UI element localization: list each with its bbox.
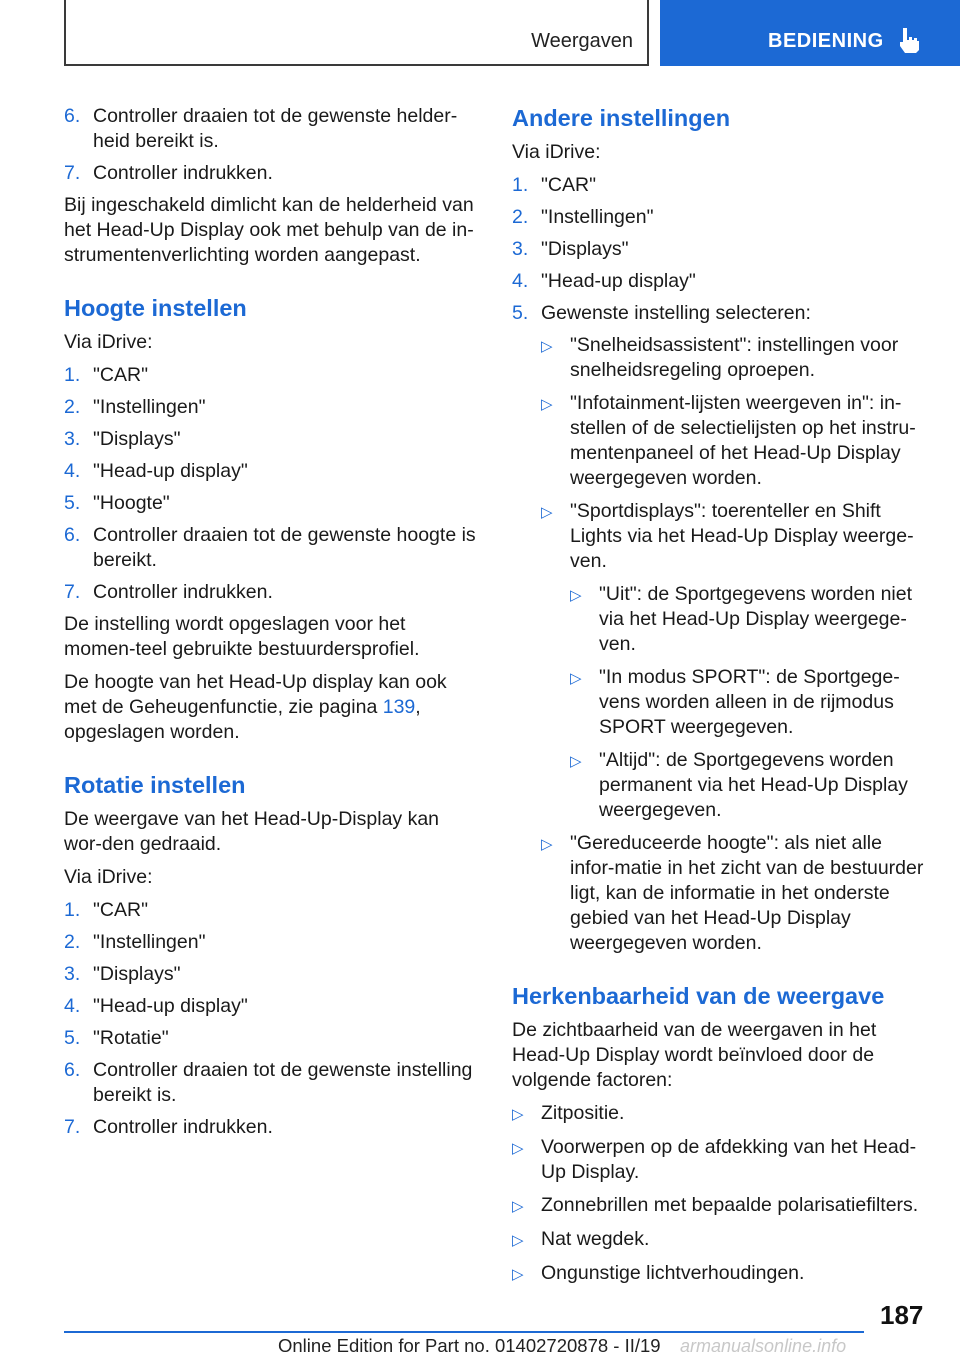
- triangle-bullet-icon: ▷: [541, 338, 553, 355]
- list-item: 5. "Rotatie": [64, 1027, 169, 1049]
- list-item: 7. Controller indrukken.: [64, 581, 273, 603]
- list-item: 1. "CAR": [512, 174, 597, 196]
- bullet-item: ▷ Voorwerpen op de afdekking van het Head-Up Display.: [512, 1136, 917, 1183]
- list-item: 2. "Instellingen": [64, 396, 206, 418]
- list-item: 2. "Instellingen": [512, 206, 654, 228]
- footer-edition: Online Edition for Part no. 01402720878 - II/19: [278, 1335, 661, 1356]
- triangle-bullet-icon: ▷: [570, 587, 582, 604]
- list-item: 4. "Head-up display": [512, 270, 696, 292]
- list-item: 6. Controller draaien tot de gewenste helder-heid bereikt is.: [64, 105, 458, 152]
- footer-divider: [64, 1331, 864, 1333]
- bullet-item: ▷ "Altijd": de Sportgegevens worden permanent via het Head-Up Display weergegeven.: [570, 749, 908, 821]
- triangle-bullet-icon: ▷: [541, 836, 553, 853]
- bullet-item: ▷ "Snelheidsassistent": instellingen voor snelheidsregeling oproepen.: [541, 334, 899, 381]
- left-column: [64, 104, 480, 1147]
- pointing-hand-icon: [896, 26, 922, 54]
- list-item: 2. "Instellingen": [64, 931, 206, 953]
- triangle-bullet-icon: ▷: [512, 1232, 524, 1249]
- page-link[interactable]: 139: [382, 696, 416, 718]
- via-idrive-label: Via iDrive:: [512, 141, 601, 163]
- bullet-item: ▷ Nat wegdek.: [512, 1227, 928, 1253]
- profile-paragraph: De instelling wordt opgeslagen voor het momen-teel gebruikte bestuurdersprofiel.: [64, 613, 420, 660]
- list-item: 6. Controller draaien tot de gewenste instelling bereikt is.: [64, 1059, 473, 1106]
- list-item: 3. "Displays": [64, 963, 181, 985]
- header-section-box: [64, 0, 649, 66]
- bullet-item: ▷ Zonnebrillen met bepaalde polarisatiefilters.: [512, 1193, 928, 1219]
- list-item: 6. Controller draaien tot de gewenste hoogte is bereikt.: [64, 524, 476, 571]
- list-item: 7. Controller indrukken.: [64, 1116, 273, 1138]
- header-chapter-title: BEDIENING: [768, 30, 884, 52]
- list-item: 1. "CAR": [64, 364, 149, 386]
- triangle-bullet-icon: ▷: [541, 504, 553, 521]
- bullet-item: ▷ "In modus SPORT": de Sportgege-vens worden alleen in de rijmodus SPORT weergegeven.: [570, 666, 900, 738]
- list-item: 1. "CAR": [64, 899, 149, 921]
- triangle-bullet-icon: ▷: [512, 1140, 524, 1157]
- list-item: 5. "Hoogte": [64, 492, 170, 514]
- header-section-title: Weergaven: [531, 30, 633, 52]
- bullet-item: ▷ Ongunstige lichtverhoudingen.: [512, 1261, 928, 1287]
- bullet-item: ▷ "Gereduceerde hoogte": als niet alle infor-matie in het zicht van de bestuurder ligt, kan de informatie in het onderste gebied van het Head-Up Display weergegeven worden.: [541, 832, 924, 954]
- heading-height: Hoogte instellen: [64, 295, 247, 321]
- triangle-bullet-icon: ▷: [512, 1106, 524, 1123]
- triangle-bullet-icon: ▷: [512, 1198, 524, 1215]
- list-item: 5. Gewenste instelling selecteren:: [512, 302, 811, 324]
- right-column: [512, 104, 928, 1295]
- rotation-intro: De weergave van het Head-Up-Display kan wor-den gedraaid.: [64, 808, 440, 855]
- via-idrive-label: Via iDrive:: [64, 331, 153, 353]
- triangle-bullet-icon: ▷: [512, 1266, 524, 1283]
- watermark-text: armanualsonline.info: [680, 1336, 847, 1356]
- dimlight-paragraph: Bij ingeschakeld dimlicht kan de helderheid van het Head-Up Display ook met behulp van de in-strumentenverlichting worden aangepast.: [64, 194, 474, 266]
- triangle-bullet-icon: ▷: [570, 753, 582, 770]
- memory-paragraph: De hoogte van het Head-Up display kan ook met de Geheugenfunctie, zie pagina 139, opgeslagen worden.: [64, 671, 447, 743]
- visibility-intro: De zichtbaarheid van de weergaven in het Head-Up Display wordt beïnvloed door de volgende factoren:: [512, 1019, 877, 1091]
- bullet-item: ▷ "Uit": de Sportgegevens worden niet via het Head-Up Display weergege-ven.: [570, 583, 913, 655]
- bullet-item: ▷ Zitpositie.: [512, 1101, 928, 1127]
- via-idrive-label: Via iDrive:: [64, 866, 153, 888]
- list-item: 7. Controller indrukken.: [64, 162, 273, 184]
- heading-rotation: Rotatie instellen: [64, 772, 246, 798]
- heading-visibility: Herkenbaarheid van de weergave: [512, 983, 885, 1009]
- list-item: 3. "Displays": [512, 238, 629, 260]
- triangle-bullet-icon: ▷: [570, 670, 582, 687]
- list-item: 3. "Displays": [64, 428, 181, 450]
- list-item: 4. "Head-up display": [64, 460, 248, 482]
- bullet-item: ▷ "Infotainment-lijsten weergeven in": in-stellen of de selectielijsten op het instru-mentenpaneel of het Head-Up Display weergegeven worden.: [541, 392, 916, 489]
- page-number: 187: [880, 1300, 924, 1330]
- list-item: 4. "Head-up display": [64, 995, 248, 1017]
- heading-other-settings: Andere instellingen: [512, 105, 731, 131]
- bullet-item: ▷ "Sportdisplays": toerenteller en Shift Lights via het Head-Up Display weerge-ven.: [541, 500, 914, 572]
- triangle-bullet-icon: ▷: [541, 396, 553, 413]
- header-chapter-box: [660, 0, 960, 66]
